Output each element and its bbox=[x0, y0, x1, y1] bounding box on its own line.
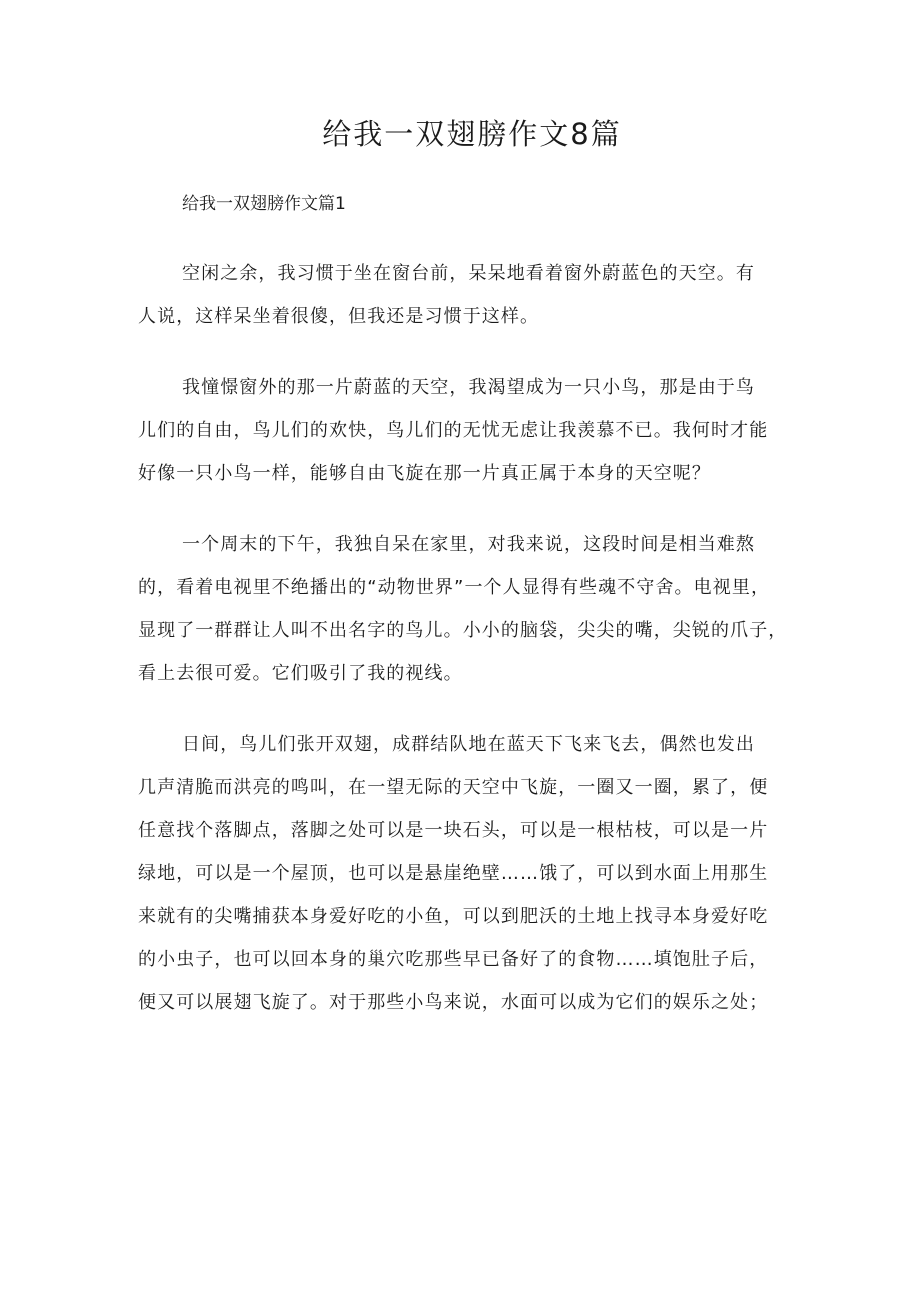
section-heading: 给我一双翅膀作文篇1 bbox=[182, 194, 346, 214]
paragraph-line: 好像一只小鸟一样，能够自由飞旋在那一片真正属于本身的天空呢？ bbox=[138, 463, 711, 484]
paragraph-line: 的，看着电视里不绝播出的“动物世界”一个人显得有些魂不守舍。电视里， bbox=[138, 577, 771, 598]
paragraph-line: 来就有的尖嘴捕获本身爱好吃的小鱼，可以到肥沃的土地上找寻本身爱好吃 bbox=[138, 906, 769, 927]
paragraph-line: 看上去很可爱。它们吸引了我的视线。 bbox=[138, 663, 463, 684]
paragraph-line: 一个周末的下午，我独自呆在家里，对我来说，这段时间是相当难熬 bbox=[182, 534, 755, 555]
paragraph-line: 我憧憬窗外的那一片蔚蓝的天空，我渴望成为一只小鸟，那是由于鸟 bbox=[182, 377, 755, 398]
paragraph-line: 显现了一群群让人叫不出名字的鸟儿。小小的脑袋，尖尖的嘴，尖锐的爪子， bbox=[138, 620, 788, 641]
paragraph-3 bbox=[138, 523, 792, 695]
document-title: 给我一双翅膀作文8篇 bbox=[322, 117, 622, 151]
paragraph-line: 日间，鸟儿们张开双翅，成群结队地在蓝天下飞来飞去，偶然也发出 bbox=[182, 734, 755, 755]
paragraph-line: 几声清脆而洪亮的鸣叫，在一望无际的天空中飞旋，一圈又一圈，累了，便 bbox=[138, 777, 769, 798]
paragraph-line: 绿地，可以是一个屋顶，也可以是悬崖绝壁……饿了，可以到水面上用那生 bbox=[138, 863, 769, 884]
paragraph-1 bbox=[138, 252, 792, 338]
paragraph-line: 的小虫子，也可以回本身的巢穴吃那些早已备好了的食物……填饱肚子后， bbox=[138, 949, 769, 970]
paragraph-2 bbox=[138, 366, 792, 495]
paragraph-line: 儿们的自由，鸟儿们的欢快，鸟儿们的无忧无虑让我羡慕不已。我何时才能 bbox=[138, 420, 769, 441]
paragraph-4 bbox=[138, 723, 792, 1024]
paragraph-line: 任意找个落脚点，落脚之处可以是一块石头，可以是一根枯枝，可以是一片 bbox=[138, 820, 769, 841]
paragraph-line: 人说，这样呆坐着很傻，但我还是习惯于这样。 bbox=[138, 306, 540, 327]
paragraph-line: 空闲之余，我习惯于坐在窗台前，呆呆地看着窗外蔚蓝色的天空。有 bbox=[182, 263, 755, 284]
paragraph-line: 便又可以展翅飞旋了。对于那些小鸟来说，水面可以成为它们的娱乐之处； bbox=[138, 992, 769, 1013]
